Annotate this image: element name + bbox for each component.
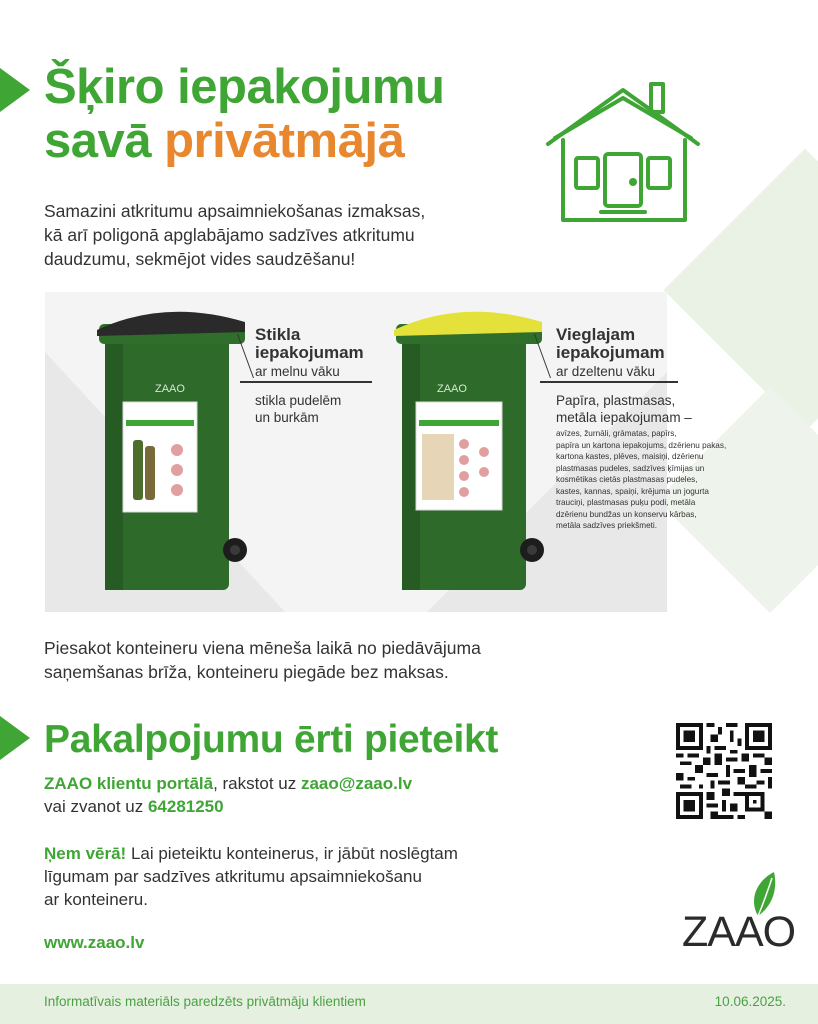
title-line-2-a: savā — [44, 114, 165, 168]
light-detail-line: kastes, kannas, spaiņi, krējuma un jogurta — [556, 486, 709, 496]
email-link[interactable]: zaao@zaao.lv — [300, 774, 413, 793]
page-title — [44, 60, 444, 168]
glass-title-line: Stikla — [255, 325, 301, 344]
light-title-line: Vieglajam — [556, 325, 636, 344]
website-link[interactable]: www.zaao.lv — [44, 933, 145, 952]
bin-logo-text: ZAAO — [437, 383, 467, 395]
light-lid-text: ar dzeltenu vāku — [556, 364, 656, 379]
light-detail-line: metāla sadzīves priekšmeti. — [556, 521, 658, 530]
bin-logo-text: ZAAO — [155, 383, 185, 395]
light-detail-line: trauciņi, plastmasas puķu podi, metāla — [556, 498, 696, 507]
intro-text — [44, 199, 514, 271]
light-detail-line: papīra un kartona iepakojums, dzērienu pakas, — [556, 440, 727, 450]
light-detail-line: kartona kastes, plēves, maisiņi, dzērienu — [556, 452, 704, 461]
light-desc-line: metāla iepakojumam – — [556, 410, 692, 425]
contact-info — [44, 772, 412, 818]
glass-label-title — [255, 326, 364, 362]
intro-line: daudzumu, sekmējot vides saudzēšanu! — [44, 249, 356, 269]
light-label-title — [556, 326, 665, 362]
offer-line: Piesakot konteineru viena mēneša laikā no piedāvājuma — [44, 638, 481, 658]
offer-text — [44, 636, 564, 684]
light-detail-line: dzērienu bundžas un konservu kārbas, — [556, 509, 697, 519]
house-icon — [543, 82, 703, 227]
notice-line: ar konteineru. — [44, 890, 148, 909]
title-line-2-b: privātmājā — [164, 114, 405, 168]
light-details — [556, 428, 741, 532]
light-desc-line: Papīra, plastmasas, — [556, 393, 676, 408]
portal-link[interactable]: ZAAO klientu portālā — [44, 774, 214, 793]
contact-text: , rakstot uz — [213, 774, 301, 793]
footer-date: 10.06.2025. — [714, 994, 786, 1009]
glass-label-line — [240, 381, 372, 383]
notice-text — [44, 842, 564, 911]
qr-code-icon[interactable] — [676, 723, 772, 819]
light-desc — [556, 392, 692, 426]
notice-line: Lai pieteiktu konteinerus, ir jābūt noslēgtam — [126, 844, 458, 863]
light-title-line: iepakojumam — [556, 343, 665, 362]
intro-line: Samazini atkritumu apsaimniekošanas izmaksas, — [44, 201, 426, 221]
glass-title-line: iepakojumam — [255, 343, 364, 362]
phone-link[interactable]: 64281250 — [147, 797, 224, 816]
offer-line: saņemšanas brīža, konteineru piegāde bez maksas. — [44, 662, 449, 682]
footer-note: Informatīvais materiāls paredzēts privātmāju klientiem — [44, 994, 366, 1009]
footer — [0, 984, 818, 1024]
light-label-line — [540, 381, 678, 383]
light-detail-line: kosmētikas cietās plastmasas pudeles, — [556, 475, 698, 484]
notice-bold: Ņem vērā! — [44, 844, 127, 863]
contact-text: vai zvanot uz — [44, 797, 148, 816]
header-arrow-icon — [0, 68, 30, 112]
light-detail-line: plastmasas pudeles, sadzīves ķīmijas un — [556, 463, 705, 473]
light-detail-line: avīzes, žurnāli, grāmatas, papīrs, — [556, 429, 677, 438]
glass-desc — [255, 392, 341, 426]
glass-desc-line: un burkām — [255, 410, 319, 425]
intro-line: kā arī poligonā apglabājamo sadzīves atkritumu — [44, 225, 415, 245]
apply-title: Pakalpojumu ērti pieteikt — [44, 718, 499, 761]
notice-line: līgumam par sadzīves atkritumu apsaimniekošanu — [44, 867, 422, 886]
title-line-1: Šķiro iepakojumu — [44, 60, 445, 114]
zaao-logo-text: ZAAO — [682, 908, 796, 956]
apply-arrow-icon — [0, 716, 30, 760]
glass-lid-text: ar melnu vāku — [255, 364, 340, 379]
glass-desc-line: stikla pudelēm — [255, 393, 342, 408]
